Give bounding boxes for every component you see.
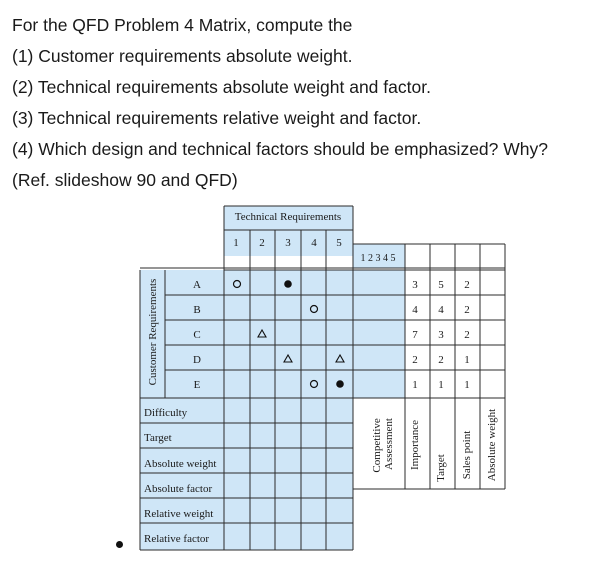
bullet-dot xyxy=(116,541,123,548)
bottom-row-absolute-factor: Absolute factor xyxy=(144,483,213,495)
bottom-label-cells xyxy=(140,398,225,550)
sales-point-b: 2 xyxy=(464,304,470,316)
relationship-cells xyxy=(224,270,353,398)
assessment-word: Assessment xyxy=(383,418,395,470)
competitive-assessment-label xyxy=(371,415,395,472)
target-b: 4 xyxy=(438,304,444,316)
target-a: 5 xyxy=(438,279,444,291)
target-header: Target xyxy=(435,454,447,482)
competitive-scale: 1 2 3 4 5 xyxy=(360,253,396,264)
importance-d: 2 xyxy=(412,354,418,366)
sales-point-a: 2 xyxy=(464,279,470,291)
importance-header: Importance xyxy=(409,419,421,471)
reference-note: (Ref. slideshow 90 and QFD) xyxy=(12,170,238,190)
customer-row-label-d: D xyxy=(193,354,201,366)
competitive-cells xyxy=(353,270,405,398)
customer-row-label-a: A xyxy=(193,279,201,291)
sales-point-e: 1 xyxy=(464,379,470,391)
tech-col-4: 4 xyxy=(311,237,317,249)
strong-relationship-dot-icon xyxy=(284,280,292,288)
strong-relationship-dot-icon xyxy=(336,380,344,388)
customer-requirements-header: Customer Requirements xyxy=(147,278,159,386)
technical-requirements-header: Technical Requirements xyxy=(234,211,342,223)
tech-col-1: 1 xyxy=(233,237,239,249)
tech-col-2: 2 xyxy=(259,237,265,249)
target-c: 3 xyxy=(438,329,444,341)
question-4: (4) Which design and technical factors should be emphasized? Why? xyxy=(12,139,548,159)
bottom-row-difficulty: Difficulty xyxy=(144,407,188,419)
importance-c: 7 xyxy=(412,329,418,341)
target-e: 1 xyxy=(438,379,444,391)
customer-row-label-e: E xyxy=(193,379,201,391)
importance-e: 1 xyxy=(412,379,418,391)
bottom-row-relative-factor: Relative factor xyxy=(144,533,210,545)
bottom-row-absolute-weight: Absolute weight xyxy=(144,458,217,470)
sales-point-d: 1 xyxy=(464,354,470,366)
tech-col-5: 5 xyxy=(336,237,342,249)
importance-b: 4 xyxy=(412,304,418,316)
question-1: (1) Customer requirements absolute weight. xyxy=(12,46,353,66)
sales-point-c: 2 xyxy=(464,329,470,341)
tech-col-3: 3 xyxy=(285,237,291,249)
absolute-weight-header: Absolute weight xyxy=(486,408,498,482)
question-2: (2) Technical requirements absolute weight and factor. xyxy=(12,77,431,97)
question-3: (3) Technical requirements relative weight and factor. xyxy=(12,108,422,128)
bottom-row-relative-weight: Relative weight xyxy=(144,508,214,520)
competitive-word: Competitive xyxy=(371,418,383,473)
sales-point-header: Sales point xyxy=(461,430,473,480)
customer-row-label-c: C xyxy=(193,329,201,341)
importance-a: 3 xyxy=(412,279,418,291)
target-d: 2 xyxy=(438,354,444,366)
bottom-row-target: Target xyxy=(144,432,172,444)
intro-text: For the QFD Problem 4 Matrix, compute the xyxy=(12,15,353,35)
bottom-value-cells xyxy=(224,398,353,550)
customer-row-label-b: B xyxy=(193,304,201,316)
